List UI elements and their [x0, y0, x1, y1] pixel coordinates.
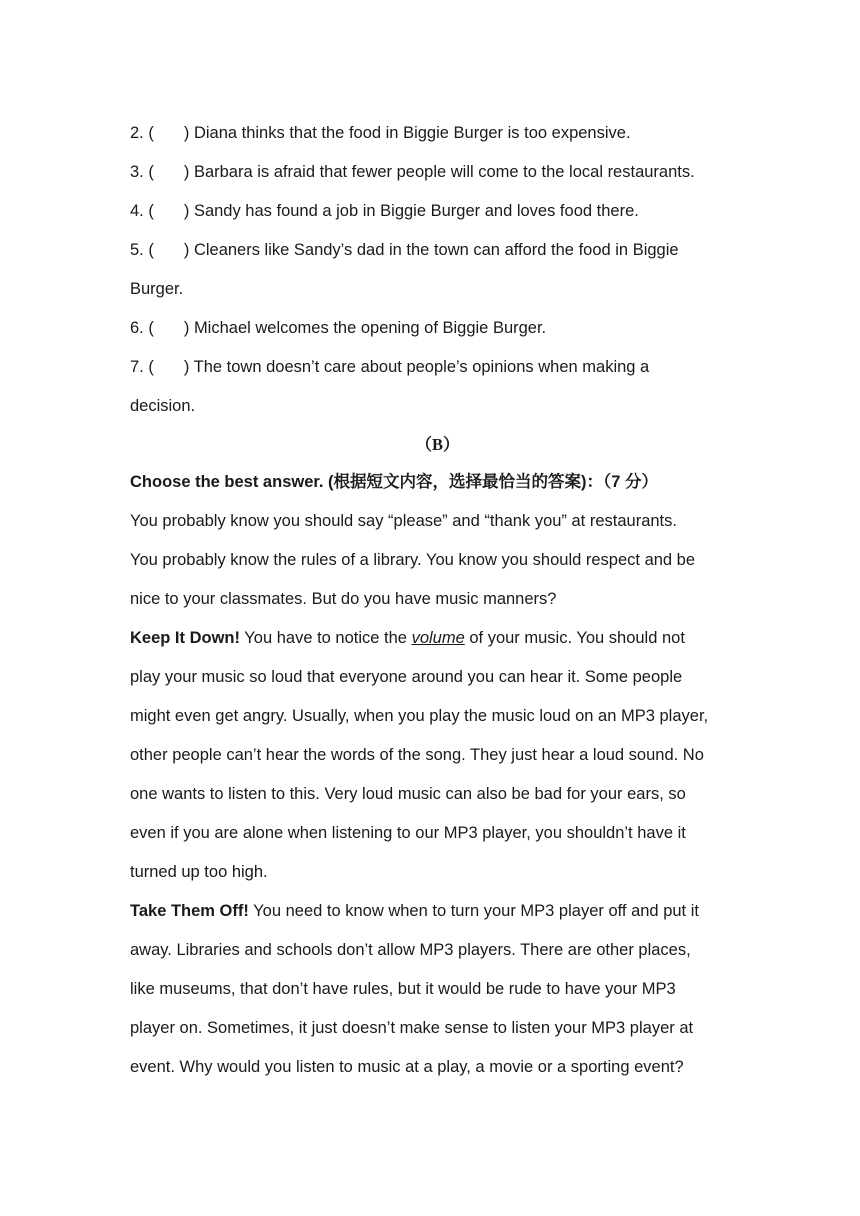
- paragraph-2-first-line: [130, 892, 745, 931]
- passage-intro-line: You probably know the rules of a library. You know you should respect and be: [130, 551, 696, 569]
- question-7: [130, 348, 745, 387]
- question-7-continued: decision.: [130, 397, 196, 415]
- paragraph-2-title: Take Them Off!: [130, 902, 249, 920]
- question-number: 6. (: [130, 319, 154, 337]
- passage-intro-line: nice to your classmates. But do you have music manners?: [130, 590, 557, 608]
- paragraph-1-text-a: You have to notice the: [240, 629, 412, 647]
- paragraph-2-line: event. Why would you listen to music at a play, a movie or a sporting event?: [130, 1058, 684, 1076]
- paragraph-1-line: play your music so loud that everyone around you can hear it. Some people: [130, 668, 683, 686]
- passage-intro-line: You probably know you should say “please” and “thank you” at restaurants.: [130, 512, 677, 530]
- question-number: 2. (: [130, 124, 154, 142]
- paragraph-1-title: Keep It Down!: [130, 629, 240, 647]
- question-close-paren: ): [183, 241, 190, 259]
- question-text: Michael welcomes the opening of Biggie Burger.: [193, 319, 547, 337]
- paragraph-1-text-b: of your music. You should not: [464, 629, 685, 647]
- question-2: [130, 114, 745, 153]
- paragraph-1-line: other people can’t hear the words of the song. They just hear a loud sound. No: [130, 746, 704, 764]
- question-text: Diana thinks that the food in Biggie Burger is too expensive.: [193, 124, 631, 142]
- paragraph-1-line: might even get angry. Usually, when you play the music loud on an MP3 player,: [130, 707, 709, 725]
- paragraph-1-keyword: volume: [411, 629, 465, 647]
- paragraph-1-line: turned up too high.: [130, 863, 268, 881]
- question-number: 7. (: [130, 358, 154, 376]
- paragraph-2-text: You need to know when to turn your MP3 player off and put it: [248, 902, 699, 920]
- question-5-continued: Burger.: [130, 280, 184, 298]
- question-close-paren: ): [183, 319, 190, 337]
- question-6: [130, 309, 745, 348]
- question-5: [130, 231, 745, 270]
- question-text: Barbara is afraid that fewer people will come to the local restaurants.: [193, 163, 695, 181]
- question-number: 3. (: [130, 163, 154, 181]
- document-content: [130, 114, 745, 1087]
- question-close-paren: ): [183, 202, 190, 220]
- question-number: 5. (: [130, 241, 154, 259]
- section-b-heading: （B）: [415, 435, 460, 454]
- question-3: [130, 153, 745, 192]
- paragraph-2-line: like museums, that don’t have rules, but it would be rude to have your MP3: [130, 980, 676, 998]
- question-close-paren: ): [183, 163, 190, 181]
- question-text: Sandy has found a job in Biggie Burger and loves food there.: [193, 202, 639, 220]
- question-number: 4. (: [130, 202, 154, 220]
- paragraph-2-line: player on. Sometimes, it just doesn’t make sense to listen your MP3 player at: [130, 1019, 694, 1037]
- question-4: [130, 192, 745, 231]
- paragraph-1-first-line: [130, 619, 745, 658]
- question-close-paren: ): [183, 358, 190, 376]
- question-text: Cleaners like Sandy’s dad in the town can afford the food in Biggie: [193, 241, 679, 259]
- section-b-instruction: Choose the best answer. (根据短文内容，选择最恰当的答案)：（7 分）: [130, 473, 659, 491]
- paragraph-2-line: away. Libraries and schools don’t allow MP3 players. There are other places,: [130, 941, 691, 959]
- paragraph-1-line: even if you are alone when listening to our MP3 player, you shouldn’t have it: [130, 824, 686, 842]
- question-text: The town doesn’t care about people’s opinions when making a: [193, 358, 650, 376]
- paragraph-1-line: one wants to listen to this. Very loud music can also be bad for your ears, so: [130, 785, 686, 803]
- question-close-paren: ): [183, 124, 190, 142]
